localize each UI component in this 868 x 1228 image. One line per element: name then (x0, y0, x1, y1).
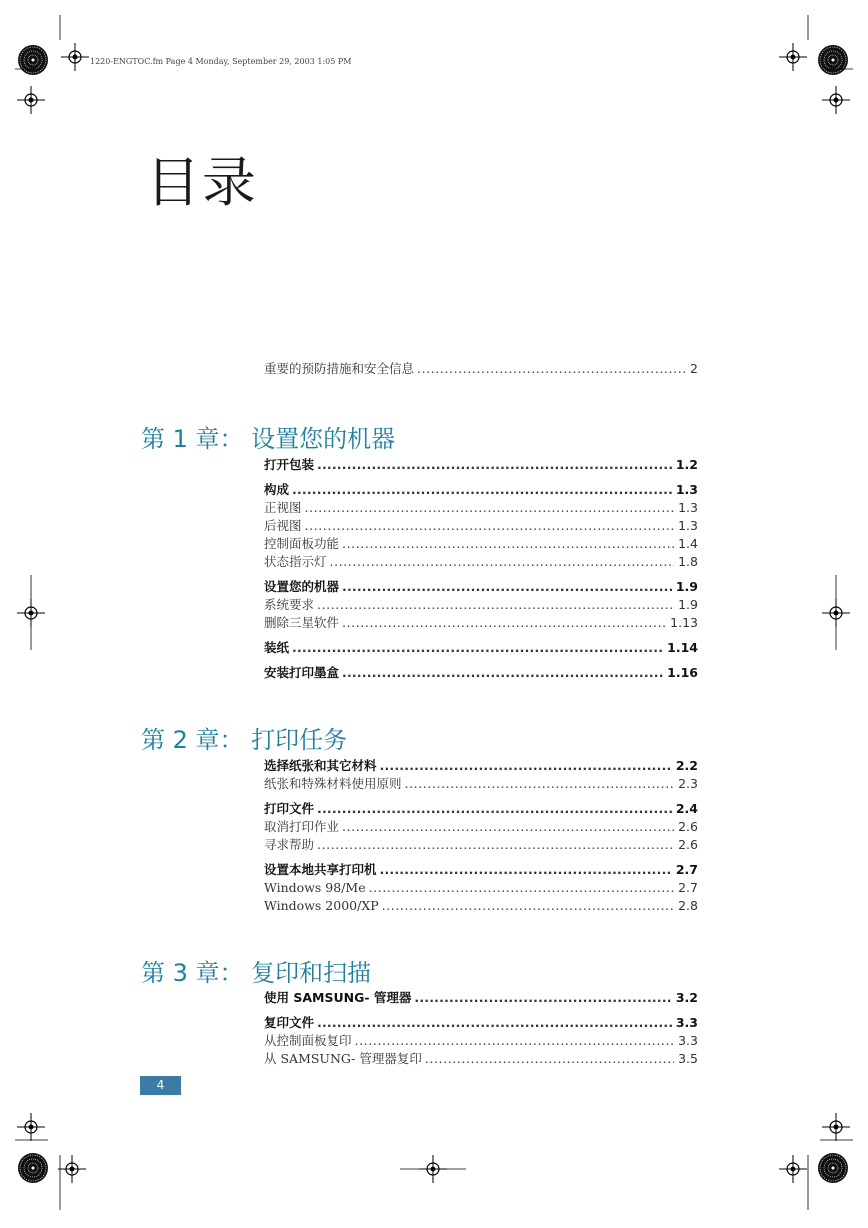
toc-entry-page: 2.7 (675, 862, 698, 877)
toc-entry[interactable] (264, 639, 698, 657)
toc-entry[interactable] (264, 1050, 698, 1068)
toc-leader (305, 499, 675, 517)
toc-entry-page: 1.3 (675, 482, 698, 497)
toc-leader (425, 1050, 674, 1068)
toc-entry-page: 2.2 (675, 758, 698, 773)
toc-entry[interactable] (264, 897, 698, 915)
toc-entry[interactable] (264, 499, 698, 517)
toc-leader (317, 1014, 672, 1032)
toc-entry[interactable] (264, 535, 698, 553)
toc-entry-label: 打印文件 (264, 801, 315, 816)
chapter-2-heading: 第 2 章： 打印任务 (141, 726, 348, 754)
toc-entry[interactable] (264, 1014, 698, 1032)
toc-leader (317, 596, 674, 614)
toc-leader (382, 897, 674, 915)
toc-entry[interactable] (264, 757, 698, 775)
toc-entry-label: 从控制面板复印 (264, 1033, 352, 1048)
toc-entry-label: Windows 2000/XP (264, 898, 379, 913)
chapter-3-heading: 第 3 章： 复印和扫描 (141, 959, 372, 987)
toc-entry-page: 2.6 (678, 819, 698, 834)
toc-entry[interactable] (264, 775, 698, 793)
toc-entry-label: 后视图 (264, 518, 302, 533)
toc-leader (342, 818, 674, 836)
toc-entry[interactable] (264, 578, 698, 596)
toc-entry-page: 3.2 (675, 990, 698, 1005)
toc-entry[interactable] (264, 614, 698, 632)
toc-entry-label: 复印文件 (264, 1015, 315, 1030)
toc-entry-page: 1.14 (667, 640, 698, 655)
toc-leader (342, 578, 672, 596)
toc-entry[interactable] (264, 836, 698, 854)
toc-entry-page: 1.4 (678, 536, 698, 551)
toc-entry-label: 系统要求 (264, 597, 315, 612)
toc-entry-page: 1.16 (667, 665, 698, 680)
toc-leader (342, 664, 663, 682)
toc-entry-label: 寻求帮助 (264, 837, 315, 852)
page-number: 4 (140, 1076, 181, 1095)
chapter-1-toc (264, 456, 698, 682)
toc-entry[interactable] (264, 456, 698, 474)
toc-leader (292, 639, 663, 657)
chapter-1-heading: 第 1 章： 设置您的机器 (141, 425, 396, 453)
toc-entry-label: 设置本地共享打印机 (264, 862, 377, 877)
toc-intro (264, 360, 698, 378)
chapter-2-toc (264, 757, 698, 915)
toc-leader (414, 989, 671, 1007)
chapter-3-toc (264, 989, 698, 1068)
toc-entry-page: 2.7 (678, 880, 698, 895)
toc-entry-page: 2.6 (678, 837, 698, 852)
toc-entry-label: Windows 98/Me (264, 880, 366, 895)
toc-leader (342, 535, 674, 553)
toc-entry-label: 正视图 (264, 500, 302, 515)
toc-entry-label: 选择纸张和其它材料 (264, 758, 377, 773)
toc-leader (380, 861, 672, 879)
toc-entry[interactable] (264, 861, 698, 879)
toc-entry[interactable] (264, 800, 698, 818)
toc-entry[interactable] (264, 879, 698, 897)
toc-entry-label: 使用 SAMSUNG- 管理器 (264, 990, 412, 1005)
toc-entry[interactable] (264, 818, 698, 836)
toc-entry-page: 2 (690, 361, 698, 376)
toc-leader (342, 614, 666, 632)
toc-entry-page: 2.4 (675, 801, 698, 816)
toc-leader (330, 553, 675, 571)
toc-leader (317, 456, 672, 474)
toc-leader (417, 360, 686, 378)
toc-entry-page: 3.3 (678, 1033, 698, 1048)
toc-entry-label: 从 SAMSUNG- 管理器复印 (264, 1051, 422, 1066)
toc-entry-label: 纸张和特殊材料使用原则 (264, 776, 402, 791)
toc-entry-label: 控制面板功能 (264, 536, 340, 551)
toc-entry[interactable] (264, 664, 698, 682)
toc-entry-page: 1.8 (678, 554, 698, 569)
toc-entry[interactable] (264, 1032, 698, 1050)
toc-leader (305, 517, 675, 535)
toc-leader (369, 879, 675, 897)
toc-entry[interactable] (264, 481, 698, 499)
toc-leader (355, 1032, 675, 1050)
toc-entry[interactable] (264, 360, 698, 378)
toc-entry-page: 3.5 (678, 1051, 698, 1066)
toc-leader (317, 800, 672, 818)
toc-entry-label: 删除三星软件 (264, 615, 340, 630)
toc-entry-page: 2.3 (678, 776, 698, 791)
toc-leader (317, 836, 674, 854)
toc-entry-label: 取消打印作业 (264, 819, 340, 834)
toc-entry-label: 设置您的机器 (264, 579, 340, 594)
toc-entry-page: 1.3 (678, 500, 698, 515)
toc-entry-label: 安装打印墨盒 (264, 665, 340, 680)
page-title: 目录 (146, 151, 258, 214)
toc-entry-label: 构成 (264, 482, 290, 497)
toc-entry-page: 3.3 (675, 1015, 698, 1030)
toc-entry[interactable] (264, 596, 698, 614)
toc-entry-label: 打开包装 (264, 457, 315, 472)
toc-entry-page: 1.9 (675, 579, 698, 594)
toc-leader (292, 481, 672, 499)
toc-entry-label: 装纸 (264, 640, 290, 655)
toc-leader (380, 757, 672, 775)
toc-entry[interactable] (264, 989, 698, 1007)
toc-entry-page: 1.9 (678, 597, 698, 612)
toc-entry-page: 1.3 (678, 518, 698, 533)
toc-entry-page: 1.2 (675, 457, 698, 472)
toc-leader (405, 775, 675, 793)
toc-entry-page: 1.13 (670, 615, 698, 630)
toc-entry[interactable] (264, 517, 698, 535)
toc-entry-page: 2.8 (678, 898, 698, 913)
toc-entry-label: 状态指示灯 (264, 554, 327, 569)
print-header: 1220-ENGTOC.fm Page 4 Monday, September 29, 2003 1:05 PM (90, 57, 352, 66)
toc-entry[interactable] (264, 553, 698, 571)
toc-entry-label: 重要的预防措施和安全信息 (264, 361, 415, 376)
